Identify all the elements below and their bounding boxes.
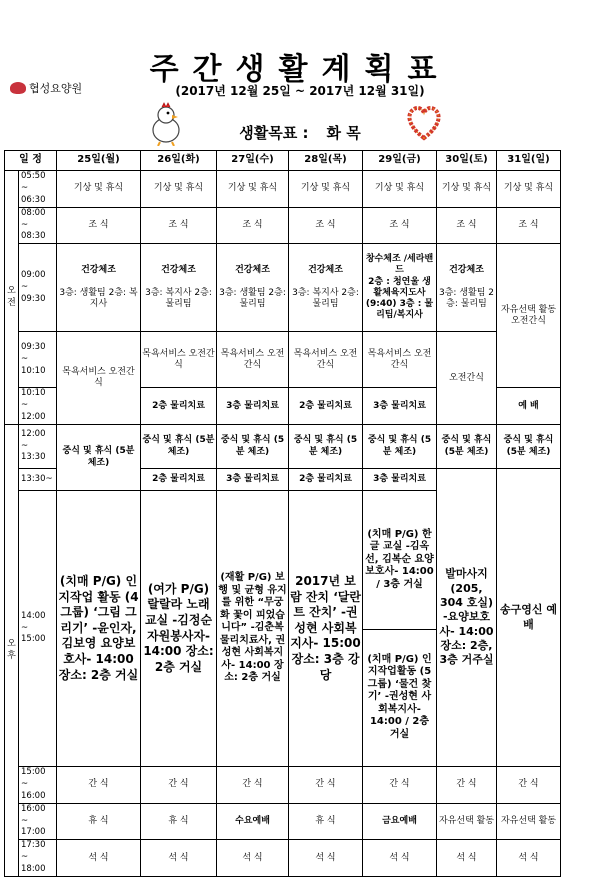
schedule-cell: 간 식 bbox=[437, 767, 497, 804]
schedule-cell bbox=[217, 244, 289, 332]
schedule-cell: 간 식 bbox=[217, 767, 289, 804]
life-goal bbox=[0, 122, 600, 143]
schedule-cell: 자유선택 활동 bbox=[437, 803, 497, 840]
page-title: 주간생활계획표 bbox=[149, 52, 451, 87]
day-header: 29일(금) bbox=[363, 151, 437, 171]
program-cell bbox=[363, 491, 437, 767]
team-assign: 3층: 생활팀 2층: 물리팀 bbox=[439, 287, 494, 310]
time-slot: 05:50 ~ 06:30 bbox=[19, 171, 57, 208]
team-assign: 3층: 생활팀 2층: 물리팀 bbox=[219, 287, 286, 310]
schedule-cell: 중식 및 휴식 (5분 체조) bbox=[497, 425, 561, 469]
team-assign: 3층: 복지사 2층: 물리팀 bbox=[292, 287, 359, 310]
schedule-cell: 발마사지 (205, 304 호실) -요양보호사- 14:00 장소: 2층, 3층 거주실 bbox=[437, 469, 497, 767]
schedule-cell bbox=[57, 244, 141, 332]
time-slot: 09:30 ~ 10:10 bbox=[19, 332, 57, 388]
goal-label: 생활목표 : bbox=[239, 124, 309, 142]
schedule-cell: 3층 물리치료 bbox=[363, 469, 437, 491]
program-cell: (여가 P/G) 랄랄라 노래교실 -김정순 자원봉사자- 14:00 장소: 2층 거실 bbox=[141, 491, 217, 767]
program-cell: (치매 P/G) 인지작업 활동 (4그룹) ‘그림 그리기’ -윤인자, 김보영 요양보호사- 14:00 장소: 2층 거실 bbox=[57, 491, 141, 767]
exercise-label: 건강체조 bbox=[235, 265, 270, 276]
org-name: 협성요양원 bbox=[29, 82, 83, 95]
schedule-cell: 송구영신 예배 bbox=[497, 469, 561, 767]
schedule-cell: 기상 및 휴식 bbox=[57, 171, 141, 208]
schedule-cell: 2층 물리치료 bbox=[289, 469, 363, 491]
schedule-cell: 중식 및 휴식 (5분 체조) bbox=[141, 425, 217, 469]
schedule-cell: 목욕서비스 오전간식 bbox=[289, 332, 363, 388]
team-assign: 2층 : 청연울 생활체육지도사 (9:40) 3층 : 물리팀/복지사 bbox=[365, 276, 434, 321]
time-slot: 16:00 ~ 17:00 bbox=[19, 803, 57, 840]
schedule-cell: 휴 식 bbox=[141, 803, 217, 840]
schedule-cell: 조 식 bbox=[217, 207, 289, 244]
schedule-cell: 기상 및 휴식 bbox=[141, 171, 217, 208]
schedule-cell: 목욕서비스 오전간식 bbox=[217, 332, 289, 388]
schedule-cell: 간 식 bbox=[57, 767, 141, 804]
day-header: 28일(목) bbox=[289, 151, 363, 171]
schedule-cell: 휴 식 bbox=[57, 803, 141, 840]
schedule-cell: 목욕서비스 오전간식 bbox=[141, 332, 217, 388]
goal-value: 화 목 bbox=[326, 124, 361, 142]
schedule-cell: 오전간식 bbox=[437, 332, 497, 425]
time-slot: 09:00 ~ 09:30 bbox=[19, 244, 57, 332]
program-cell: 2017년 보람 잔치 ‘달란트 잔치’ -권성현 사회복지사- 15:00 장소: 3층 강당 bbox=[289, 491, 363, 767]
schedule-cell: 기상 및 휴식 bbox=[363, 171, 437, 208]
schedule-cell: 2층 물리치료 bbox=[141, 469, 217, 491]
heart-wreath-icon bbox=[404, 102, 444, 142]
time-slot: 10:10 ~ 12:00 bbox=[19, 388, 57, 425]
schedule-cell: 조 식 bbox=[141, 207, 217, 244]
weekly-schedule-table bbox=[4, 150, 561, 877]
schedule-cell: 조 식 bbox=[363, 207, 437, 244]
schedule-cell: 조 식 bbox=[57, 207, 141, 244]
schedule-cell: 중식 및 휴식 (5분 체조) bbox=[289, 425, 363, 469]
header-schedule: 일 정 bbox=[5, 151, 57, 171]
schedule-cell: 간 식 bbox=[497, 767, 561, 804]
schedule-cell: 석 식 bbox=[141, 840, 217, 877]
schedule-cell: 3층 물리치료 bbox=[217, 388, 289, 425]
schedule-cell: 석 식 bbox=[363, 840, 437, 877]
time-slot: 14:00 ~ 15:00 bbox=[19, 491, 57, 767]
schedule-cell: 3층 물리치료 bbox=[363, 388, 437, 425]
schedule-cell: 석 식 bbox=[497, 840, 561, 877]
pm-label: 오 후 bbox=[5, 425, 19, 877]
schedule-cell: 자유선택 활동 bbox=[497, 803, 561, 840]
program-cell: (재활 P/G) 보행 및 균형 유지를 위한 “무궁화 꽃이 피었습니다” -김춘복 물리치료사, 권성현 사회복지사- 14:00 장소: 2층 거실 bbox=[217, 491, 289, 767]
schedule-cell: 기상 및 휴식 bbox=[437, 171, 497, 208]
schedule-cell: 중식 및 휴식 (5분 체조) bbox=[217, 425, 289, 469]
schedule-cell: 간 식 bbox=[363, 767, 437, 804]
schedule-cell: 수요예배 bbox=[217, 803, 289, 840]
schedule-cell: 휴 식 bbox=[289, 803, 363, 840]
schedule-cell: 2층 물리치료 bbox=[141, 388, 217, 425]
schedule-cell: 간 식 bbox=[141, 767, 217, 804]
exercise-label: 창수체조 /세라밴드 bbox=[365, 254, 434, 276]
exercise-label: 건강체조 bbox=[81, 265, 116, 276]
schedule-cell: 석 식 bbox=[217, 840, 289, 877]
exercise-label: 건강체조 bbox=[308, 265, 343, 276]
time-slot: 17:30 ~ 18:00 bbox=[19, 840, 57, 877]
schedule-cell bbox=[363, 244, 437, 332]
time-slot: 15:00 ~ 16:00 bbox=[19, 767, 57, 804]
fri-program-1: (치매 P/G) 한글 교실 -김옥선, 김복순 요양보호사- 14:00 / 3층 거실 bbox=[363, 492, 436, 630]
day-header: 30일(토) bbox=[437, 151, 497, 171]
schedule-cell: 목욕서비스 오전간식 bbox=[363, 332, 437, 388]
am-label: 오 전 bbox=[5, 171, 19, 425]
fri-program-2: (치매 P/G) 인지작업활동 (5그룹) ‘물건 찾기’ -권성현 사회복지사- 14:00 / 2층 거실 bbox=[367, 653, 432, 740]
schedule-cell: 2층 물리치료 bbox=[289, 388, 363, 425]
team-assign: 3층: 생활팀 2층: 복지사 bbox=[59, 287, 138, 310]
schedule-cell: 기상 및 휴식 bbox=[217, 171, 289, 208]
date-range: (2017년 12월 25일 ~ 2017년 12월 31일) bbox=[175, 84, 425, 98]
schedule-cell: 중식 및 휴식 (5분 체조) bbox=[57, 425, 141, 491]
schedule-cell: 3층 물리치료 bbox=[217, 469, 289, 491]
day-header: 31일(일) bbox=[497, 151, 561, 171]
schedule-cell: 목욕서비스 오전간식 bbox=[57, 332, 141, 425]
time-slot: 08:00 ~ 08:30 bbox=[19, 207, 57, 244]
schedule-cell: 금요예배 bbox=[363, 803, 437, 840]
schedule-cell: 석 식 bbox=[289, 840, 363, 877]
schedule-cell: 조 식 bbox=[437, 207, 497, 244]
schedule-cell: 간 식 bbox=[289, 767, 363, 804]
day-header: 26일(화) bbox=[141, 151, 217, 171]
time-slot: 12:00 ~ 13:30 bbox=[19, 425, 57, 469]
schedule-cell bbox=[289, 244, 363, 332]
schedule-cell: 기상 및 휴식 bbox=[289, 171, 363, 208]
schedule-cell: 조 식 bbox=[289, 207, 363, 244]
schedule-cell: 중식 및 휴식 (5분 체조) bbox=[437, 425, 497, 469]
day-header: 27일(수) bbox=[217, 151, 289, 171]
schedule-cell: 석 식 bbox=[57, 840, 141, 877]
time-slot: 13:30~ bbox=[19, 469, 57, 491]
schedule-cell: 기상 및 휴식 bbox=[497, 171, 561, 208]
exercise-label: 건강체조 bbox=[449, 265, 484, 276]
schedule-cell bbox=[437, 244, 497, 332]
schedule-cell: 예 배 bbox=[497, 388, 561, 425]
schedule-cell: 자유선택 활동 오전간식 bbox=[497, 244, 561, 388]
schedule-cell bbox=[141, 244, 217, 332]
schedule-cell: 중식 및 휴식 (5분 체조) bbox=[363, 425, 437, 469]
day-header: 25일(월) bbox=[57, 151, 141, 171]
schedule-cell: 석 식 bbox=[437, 840, 497, 877]
team-assign: 3층: 복지사 2층: 물리팀 bbox=[145, 287, 212, 310]
schedule-cell: 조 식 bbox=[497, 207, 561, 244]
exercise-label: 건강체조 bbox=[161, 265, 196, 276]
